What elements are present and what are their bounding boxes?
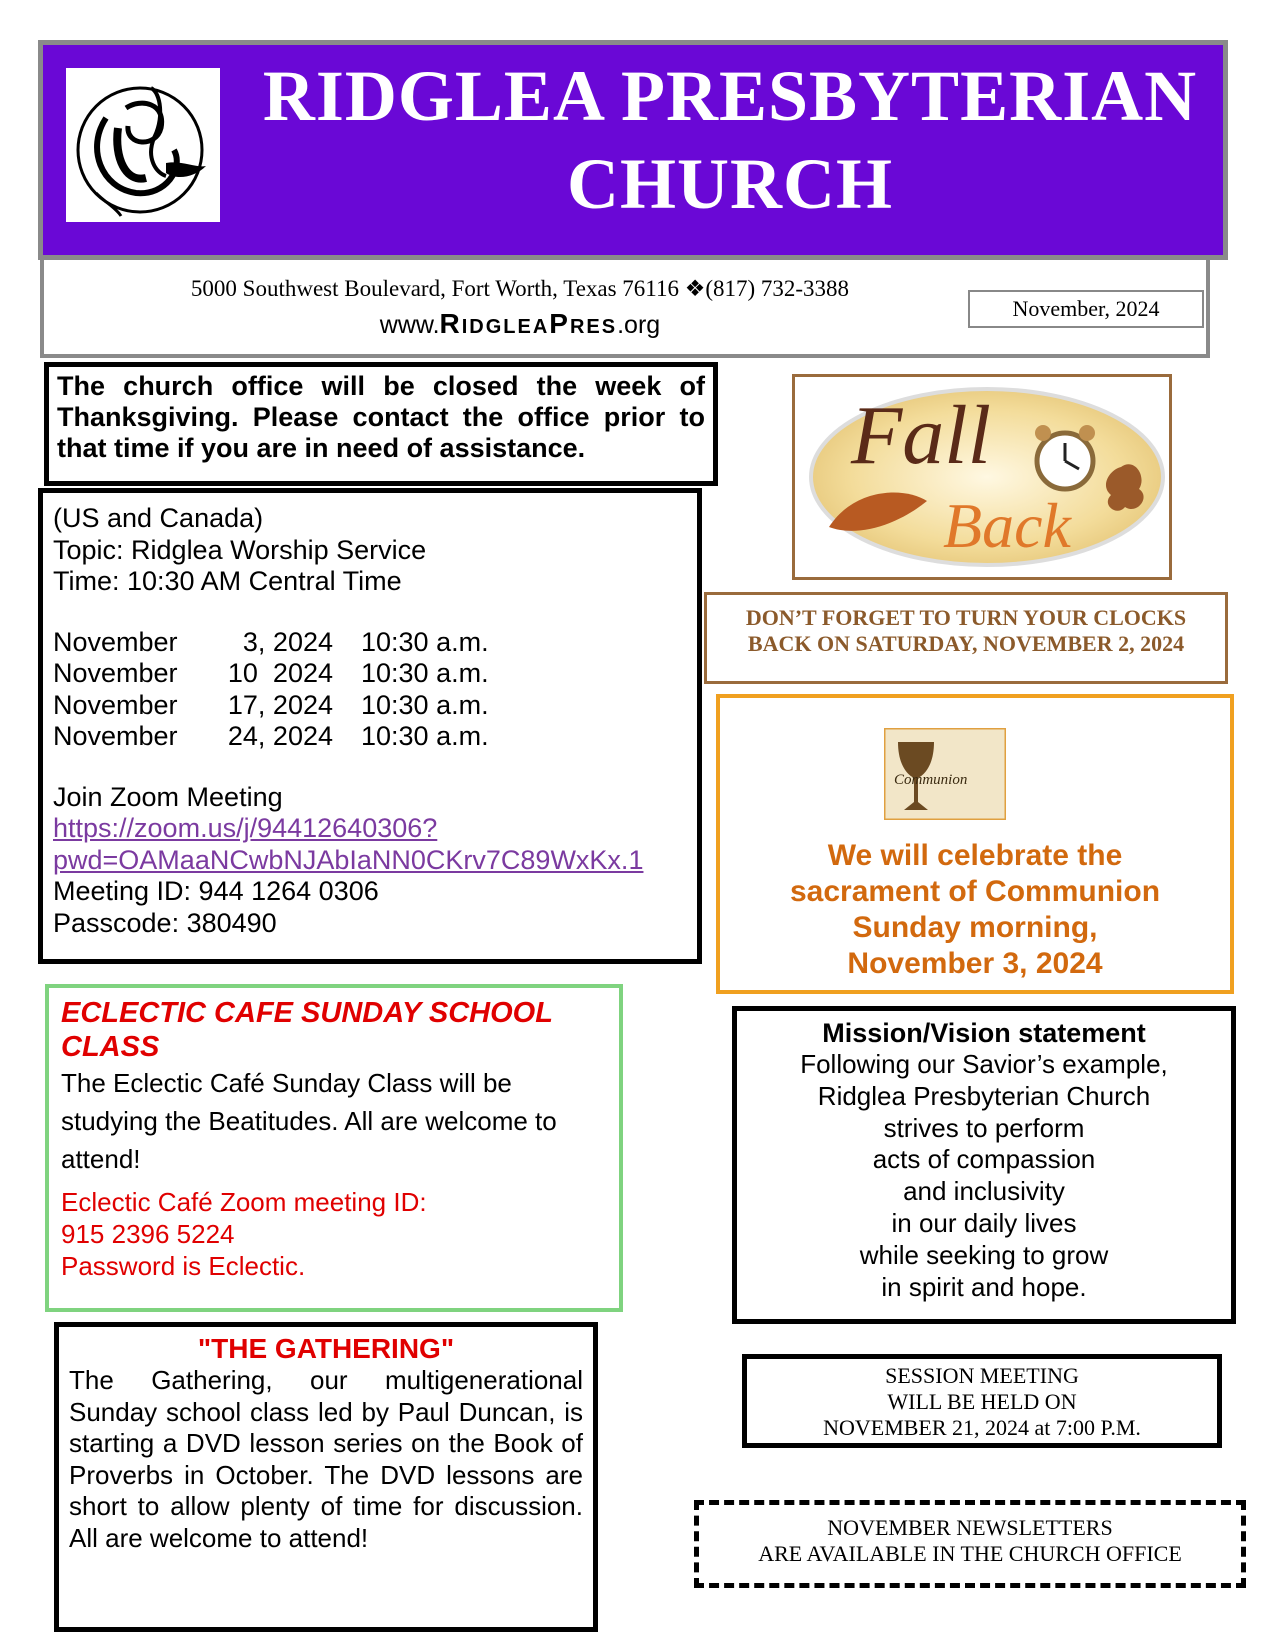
service-day: 24, 2024 xyxy=(227,721,333,751)
communion-line3: Sunday morning, xyxy=(852,911,1098,944)
service-day: 10 2024 xyxy=(227,658,333,688)
mission-line: Following our Savior’s example, xyxy=(800,1049,1168,1079)
mission-line: and inclusivity xyxy=(903,1176,1065,1207)
service-date-row xyxy=(53,690,687,722)
gathering-title: "THE GATHERING" xyxy=(197,1333,455,1364)
fall-word: Fall xyxy=(851,389,991,482)
session-line1: SESSION MEETING xyxy=(885,1363,1079,1388)
communion-image-label: Communion xyxy=(894,772,968,788)
church-address: 5000 Southwest Boulevard, Fort Worth, Texas 76116 ❖(817) 732-3388 xyxy=(190,276,850,301)
mission-body xyxy=(737,1049,1231,1303)
church-name xyxy=(260,52,1200,228)
zoom-worship-box xyxy=(38,488,702,964)
communion-image xyxy=(884,728,1006,820)
newsletters-line2: ARE AVAILABLE IN THE CHURCH OFFICE xyxy=(758,1541,1182,1566)
service-date-row xyxy=(53,627,687,659)
alarm-clock-icon xyxy=(1035,425,1095,489)
communion-announcement xyxy=(716,694,1234,994)
service-date-row xyxy=(53,721,687,753)
session-meeting-notice xyxy=(742,1354,1222,1448)
join-zoom-label: Join Zoom Meeting xyxy=(53,781,283,812)
mission-line: Ridglea Presbyterian Church xyxy=(817,1080,1151,1111)
newsletter-date: November, 2024 xyxy=(968,290,1204,328)
service-month: November xyxy=(53,626,178,657)
service-month: November xyxy=(53,689,178,720)
church-website[interactable] xyxy=(110,308,930,340)
service-month: November xyxy=(53,658,178,688)
church-logo xyxy=(66,68,220,222)
newsletters-line1: NOVEMBER NEWSLETTERS xyxy=(827,1515,1113,1540)
service-day: 3, 2024 xyxy=(242,626,333,657)
service-time: 10:30 a.m. xyxy=(361,721,489,751)
clocks-reminder xyxy=(704,592,1228,684)
service-day: 17, 2024 xyxy=(227,689,333,720)
office-closed-notice: The church office will be closed the week of Thanksgiving. Please contact the office prior to that time if you are in need of assistance. xyxy=(44,362,718,486)
mission-line: in spirit and hope. xyxy=(881,1271,1087,1302)
church-name-line2: CHURCH xyxy=(567,144,893,224)
zoom-time: Time: 10:30 AM Central Time xyxy=(53,566,402,596)
gathering-box xyxy=(54,1322,598,1632)
clocks-reminder-line2: BACK ON SATURDAY, NOVEMBER 2, 2024 xyxy=(747,631,1185,656)
mission-line: acts of compassion xyxy=(872,1144,1096,1175)
mission-line: strives to perform xyxy=(883,1112,1085,1143)
service-time: 10:30 a.m. xyxy=(361,626,489,657)
service-time: 10:30 a.m. xyxy=(361,658,489,688)
service-time: 10:30 a.m. xyxy=(361,689,489,720)
eclectic-title: ECLECTIC CAFE SUNDAY SCHOOL CLASS xyxy=(61,997,553,1063)
zoom-topic: Topic: Ridglea Worship Service xyxy=(53,534,427,565)
mission-line: while seeking to grow xyxy=(859,1239,1109,1270)
website-prefix: www. xyxy=(379,311,440,339)
communion-text xyxy=(720,838,1230,982)
eclectic-zoom-line1: Eclectic Café Zoom meeting ID: xyxy=(61,1187,427,1217)
eclectic-cafe-box xyxy=(45,984,623,1312)
website-name: RidgleaPres xyxy=(439,308,618,339)
zoom-link-line2: pwd=OAMaaNCwbNJAbIaNN0CKrv7C89WxKx.1 xyxy=(53,844,644,875)
eclectic-password: Password is Eclectic. xyxy=(61,1251,306,1281)
eclectic-body: The Eclectic Café Sunday Class will be studying the Beatitudes. All are welcome to attend! xyxy=(61,1068,557,1174)
website-suffix: .org xyxy=(617,311,661,339)
zoom-link-line1: https://zoom.us/j/94412640306? xyxy=(53,813,438,843)
eclectic-zoom-info xyxy=(61,1186,607,1282)
clocks-reminder-line1: DON’T FORGET TO TURN YOUR CLOCKS xyxy=(745,605,1187,630)
service-date-row xyxy=(53,658,687,690)
communion-line1: We will celebrate the xyxy=(827,839,1123,872)
mission-line: in our daily lives xyxy=(891,1207,1077,1238)
eclectic-zoom-id: 915 2396 5224 xyxy=(61,1219,235,1249)
mission-vision-box xyxy=(732,1006,1236,1324)
church-name-line1: RIDGLEA PRESBYTERIAN xyxy=(262,56,1198,136)
zoom-region: (US and Canada) xyxy=(53,503,264,533)
session-line2: WILL BE HELD ON xyxy=(887,1389,1077,1414)
zoom-link[interactable] xyxy=(53,813,643,875)
communion-line4: November 3, 2024 xyxy=(847,947,1103,980)
fall-back-image xyxy=(792,374,1172,580)
gathering-body: The Gathering, our multigenerational Sunday school class led by Paul Duncan, is starting a DVD lesson series on the Book of Proverbs in October. The DVD lessons are short to allow plenty of time for discussion. All are welcome to attend! xyxy=(69,1365,583,1553)
newsletters-notice xyxy=(694,1500,1246,1588)
communion-line2: sacrament of Communion xyxy=(789,875,1161,908)
mission-title: Mission/Vision statement xyxy=(822,1018,1146,1048)
session-line3: NOVEMBER 21, 2024 at 7:00 P.M. xyxy=(823,1415,1141,1440)
zoom-passcode: Passcode: 380490 xyxy=(53,907,277,938)
zoom-meeting-id: Meeting ID: 944 1264 0306 xyxy=(53,876,379,906)
back-word: Back xyxy=(943,490,1071,561)
service-month: November xyxy=(53,721,178,751)
